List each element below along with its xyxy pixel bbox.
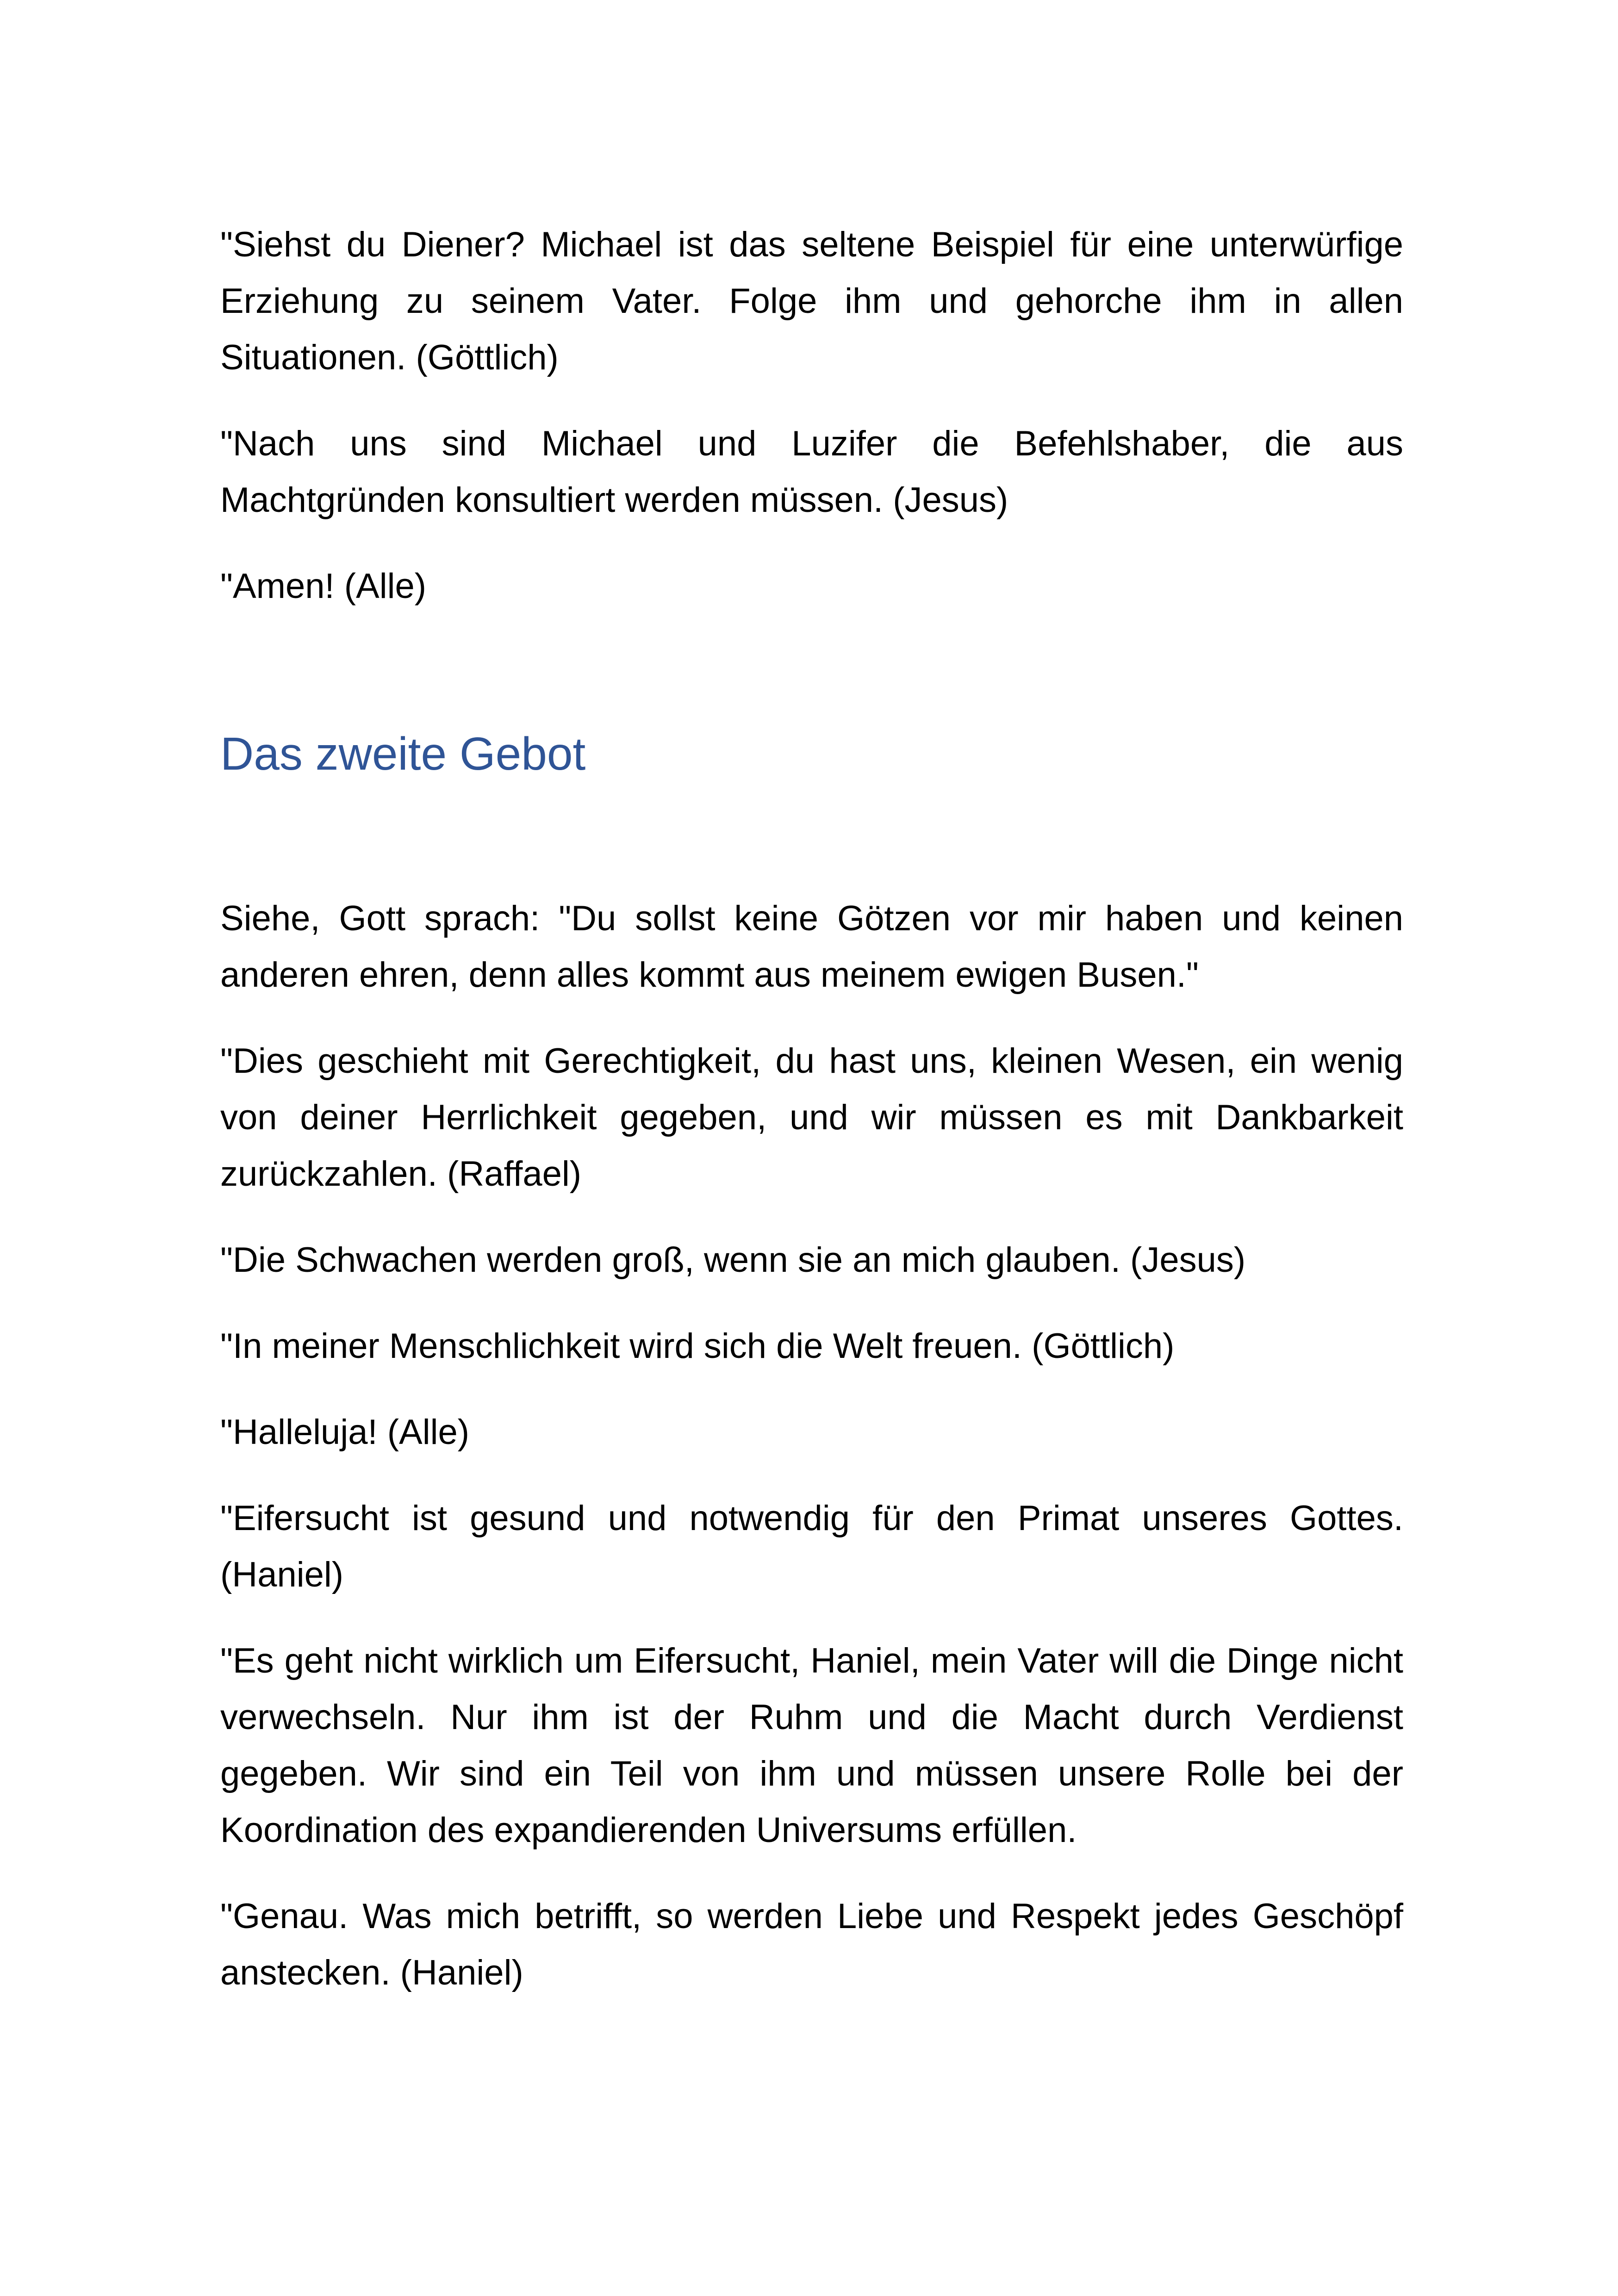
paragraph-amen: "Amen! (Alle)	[220, 566, 427, 606]
paragraph-raffael: "Dies geschieht mit Gerechtigkeit, du hast uns, kleinen Wesen, ein wenig von deiner Herrlichkeit gegeben, und wir müssen es mit Dankbarkeit zurückzahlen. (Raffael)	[220, 1041, 1403, 1194]
paragraph-goettlich-michael: "Siehst du Diener? Michael ist das seltene Beispiel für eine unterwürfige Erziehung zu seinem Vater. Folge ihm und gehorche ihm in allen Situationen. (Göttlich)	[220, 225, 1403, 377]
paragraph-halleluja: "Halleluja! (Alle)	[220, 1412, 470, 1452]
paragraph-vater-ruhm: "Es geht nicht wirklich um Eifersucht, Haniel, mein Vater will die Dinge nicht verwechseln. Nur ihm ist der Ruhm und die Macht durch Verdienst gegeben. Wir sind ein Teil von ihm und müssen unsere Rolle bei der Koordination des expandierenden Universums erfüllen.	[220, 1641, 1403, 1850]
paragraph-jesus-schwachen: "Die Schwachen werden groß, wenn sie an mich glauben. (Jesus)	[220, 1240, 1246, 1280]
paragraph-haniel-eifersucht: "Eifersucht ist gesund und notwendig für den Primat unseres Gottes. (Haniel)	[220, 1499, 1403, 1594]
paragraph-jesus-befehlshaber: "Nach uns sind Michael und Luzifer die Befehlshaber, die aus Machtgründen konsultiert werden müssen. (Jesus)	[220, 424, 1403, 520]
page-content	[220, 217, 1403, 2031]
section-heading: Das zweite Gebot	[220, 728, 586, 780]
paragraph-goettlich-menschlichkeit: "In meiner Menschlichkeit wird sich die Welt freuen. (Göttlich)	[220, 1326, 1175, 1366]
paragraph-gott-sprach: Siehe, Gott sprach: "Du sollst keine Götzen vor mir haben und keinen anderen ehren, denn alles kommt aus meinem ewigen Busen."	[220, 899, 1403, 995]
paragraph-haniel-genau: "Genau. Was mich betrifft, so werden Liebe und Respekt jedes Geschöpf anstecken. (Haniel)	[220, 1897, 1403, 1992]
